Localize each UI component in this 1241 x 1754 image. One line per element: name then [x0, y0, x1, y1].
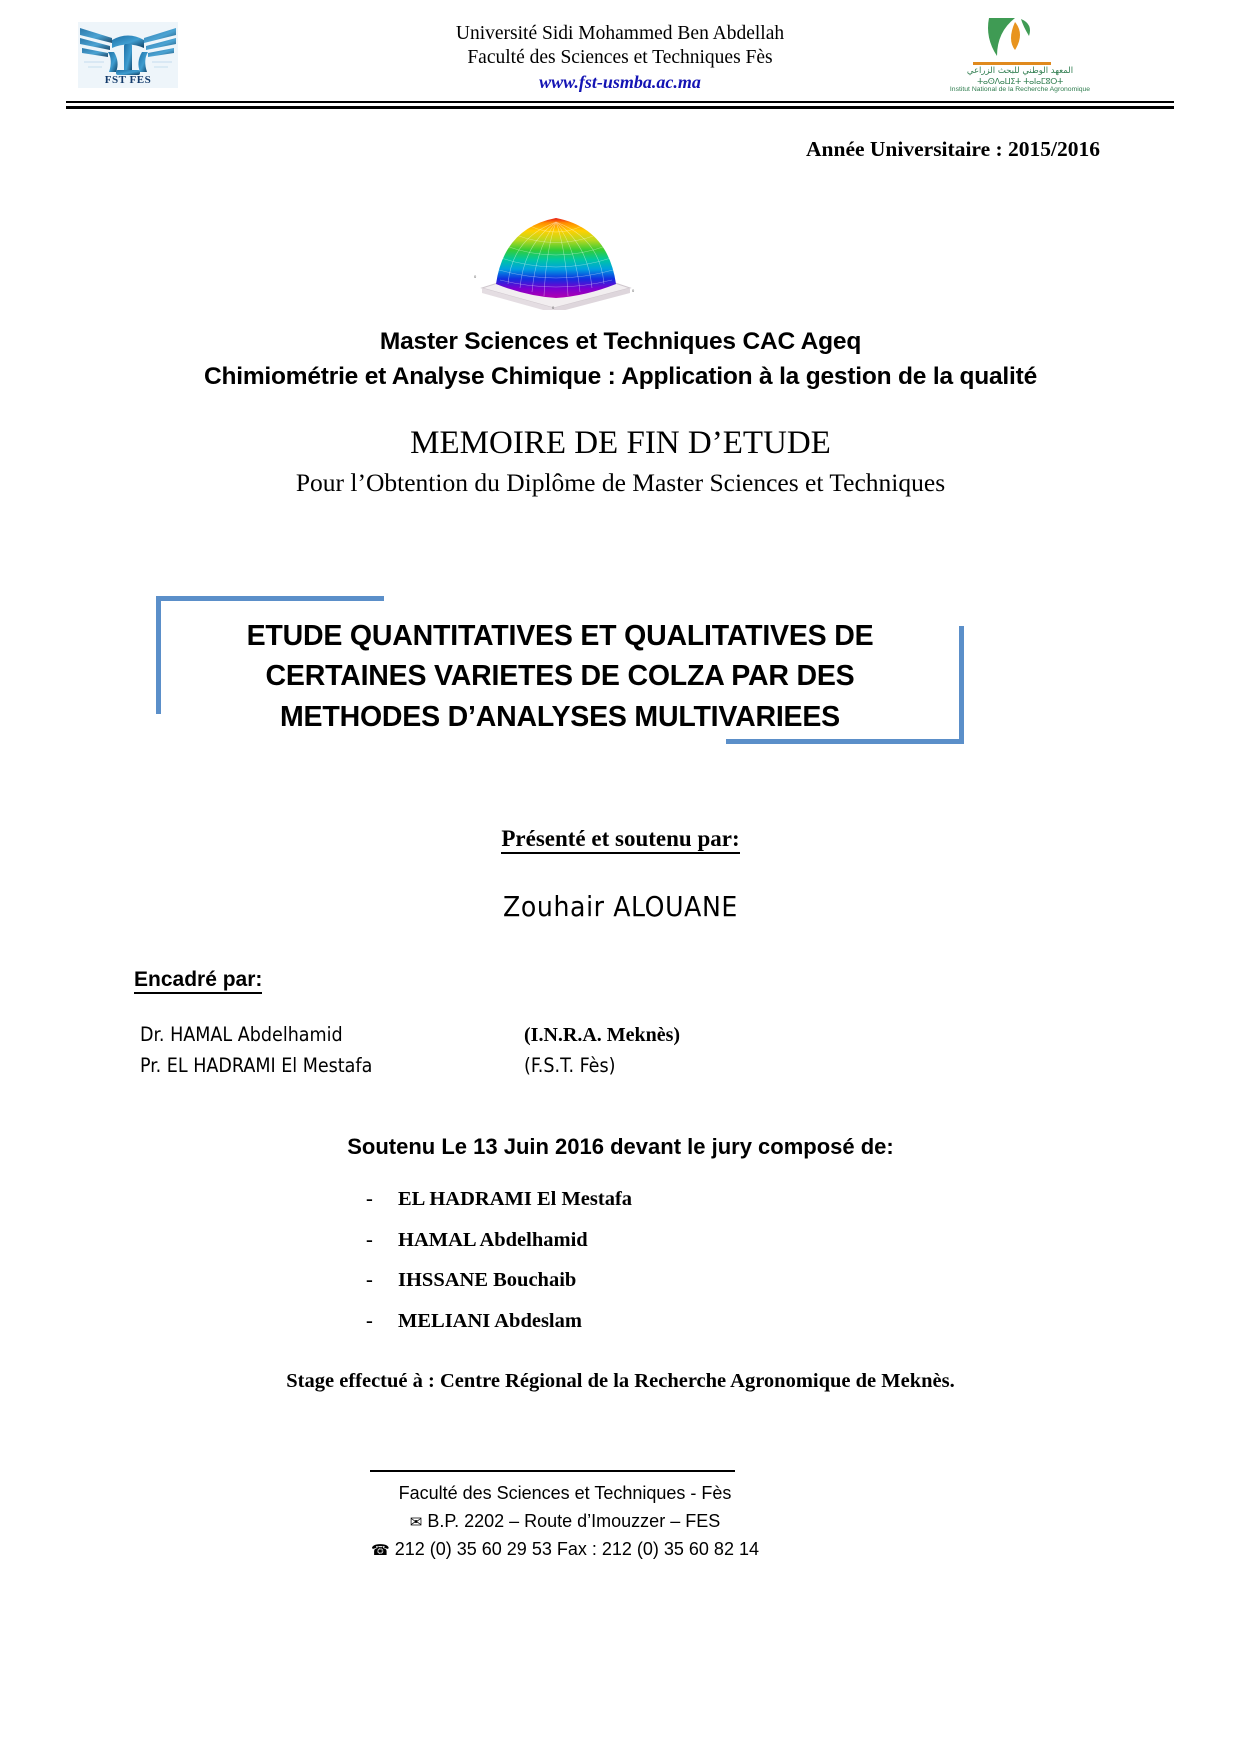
page-footer [0, 1480, 1130, 1564]
inra-leaf-icon [981, 16, 1043, 60]
inra-tifinagh-text: ⵜⴰⵙⴷⴰⵡⵉⵜ ⵜⴰⵏⴰⵎⵓⵔⵜ [977, 77, 1063, 86]
memoire-subheading: Pour l’Obtention du Diplôme de Master Sciences et Techniques [295, 467, 946, 497]
internship-location: Stage effectué à : Centre Régional de la Recherche Agronomique de Meknès. [286, 1370, 955, 1392]
jury-dash: - [366, 1309, 373, 1332]
master-program-line2: Chimiométrie et Analyse Chimique : Application à la gestion de la qualité [203, 362, 1038, 390]
inra-french-text: Institut National de la Recherche Agronomique [949, 86, 1091, 93]
master-program-block [0, 325, 1241, 395]
footer-address: B.P. 2202 – Route d’Imouzzer – FES [427, 1510, 721, 1531]
fst-fes-logo [78, 22, 178, 88]
jury-dash: - [366, 1188, 373, 1210]
jury-member-name: MELIANI Abdeslam [398, 1309, 582, 1332]
header-rule-lower [66, 106, 1174, 109]
university-name: Université Sidi Mohammed Ben Abdellah [455, 23, 785, 44]
presented-by-text: Présenté et soutenu par: [501, 826, 739, 854]
supervisor-name: Dr. HAMAL Abdelhamid [140, 1023, 343, 1046]
fst-logo-caption: FST FES [104, 74, 152, 86]
svg-text:0: 0 [632, 288, 635, 293]
bracket-bottom-right-horizontal [726, 739, 964, 744]
envelope-icon: ✉ [409, 1513, 423, 1531]
jury-item [366, 1188, 966, 1211]
supervision-label-text: Encadré par: [134, 968, 262, 994]
footer-divider [370, 1470, 735, 1472]
supervisor-name: Pr. EL HADRAMI El Mestafa [140, 1054, 373, 1077]
inra-arabic-text: المعهد الوطني للبحث الزراعي [966, 66, 1074, 76]
3d-surface-plot [466, 192, 642, 310]
institution-block [300, 22, 940, 94]
jury-dash: - [366, 1228, 373, 1251]
supervisor-row [140, 1051, 960, 1081]
faculty-website-url[interactable]: www.fst-usmba.ac.ma [539, 71, 701, 92]
inra-accent-bar [973, 62, 1051, 65]
memoire-block [0, 422, 1241, 499]
supervision-label [134, 968, 262, 992]
inra-logo [945, 16, 1125, 96]
memoire-heading: MEMOIRE DE FIN D’ETUDE [410, 425, 831, 461]
footer-phone: 212 (0) 35 60 29 53 Fax : 212 (0) 35 60 82 14 [394, 1538, 759, 1559]
jury-member-name: EL HADRAMI El Mestafa [398, 1188, 633, 1210]
jury-list [366, 1188, 966, 1350]
page-header [0, 0, 1241, 118]
jury-member-name: HAMAL Abdelhamid [398, 1228, 588, 1251]
thesis-title-frame [150, 588, 970, 756]
presented-by-label [0, 826, 1241, 852]
footer-address-row [0, 1508, 1130, 1536]
academic-year: Année Universitaire : 2015/2016 [806, 137, 1100, 161]
supervisor-row [140, 1020, 960, 1051]
jury-member-name: IHSSANE Bouchaib [398, 1269, 577, 1291]
supervisor-list [140, 1020, 960, 1081]
header-rule-upper [66, 101, 1174, 103]
thesis-title-line3: METHODES D’ANALYSES MULTIVARIEES [280, 700, 840, 733]
telephone-icon: ☎ [371, 1541, 390, 1559]
faculty-name: Faculté des Sciences et Techniques Fès [467, 46, 773, 68]
jury-item [366, 1229, 966, 1252]
defense-line: Soutenu Le 13 Juin 2016 devant le jury composé de: [347, 1134, 894, 1159]
bracket-bottom-right-vertical [959, 626, 964, 744]
jury-dash: - [366, 1269, 373, 1291]
footer-faculty: Faculté des Sciences et Techniques - Fès [398, 1483, 732, 1503]
supervisor-affiliation: (F.S.T. Fès) [524, 1054, 616, 1077]
svg-text:0: 0 [474, 274, 477, 279]
master-program-line1: Master Sciences et Techniques CAC Ageq [379, 328, 862, 355]
thesis-title [190, 616, 930, 737]
thesis-title-line1: ETUDE QUANTITATIVES ET QUALITATIVES DE [246, 620, 874, 652]
footer-phone-row [0, 1536, 1130, 1564]
svg-text:0: 0 [552, 305, 555, 310]
thesis-title-line2: CERTAINES VARIETES DE COLZA PAR DES [265, 660, 855, 693]
bracket-top-left-horizontal [156, 596, 384, 601]
author-name: Zouhair ALOUANE [503, 890, 738, 923]
supervisor-affiliation: (I.N.R.A. Meknès) [524, 1024, 681, 1046]
bracket-top-left-vertical [156, 596, 161, 714]
jury-item [366, 1310, 966, 1333]
jury-item [366, 1269, 966, 1292]
